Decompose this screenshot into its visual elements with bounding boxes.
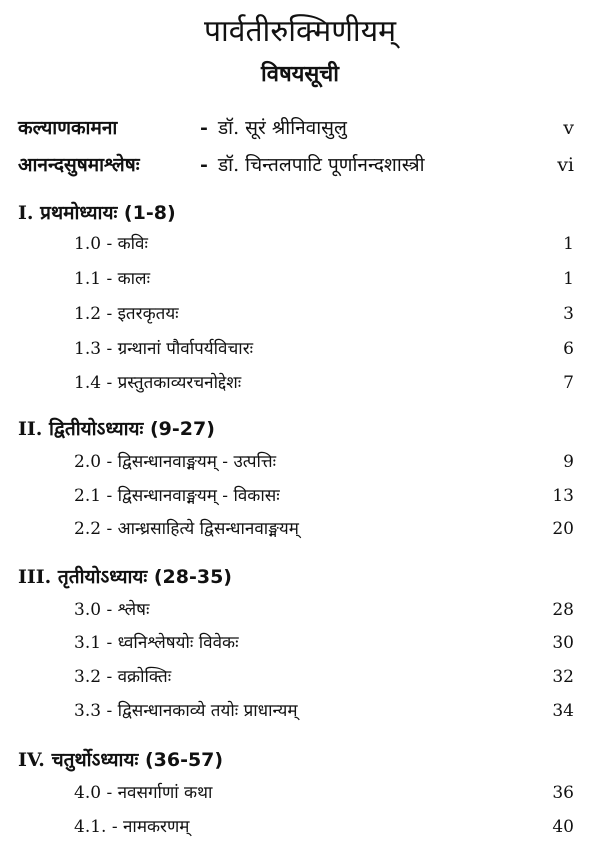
section-entry bbox=[74, 662, 574, 692]
page-number: 36 bbox=[552, 783, 574, 803]
section-entry bbox=[74, 778, 574, 808]
chapter-number: III. bbox=[18, 566, 52, 588]
chapter-title: चतुर्थोऽध्यायः (36-57) bbox=[51, 749, 224, 771]
section-label: 1.0 - कविः bbox=[74, 234, 148, 254]
section-label: 3.1 - ध्वनिश्लेषयोः विवेकः bbox=[74, 633, 239, 653]
page-number: 6 bbox=[563, 339, 574, 359]
prelim-entry bbox=[18, 150, 574, 180]
page-number: 1 bbox=[563, 269, 574, 289]
section-label: 2.1 - द्विसन्धानवाङ्मयम् - विकासः bbox=[74, 486, 280, 506]
page-number: 7 bbox=[563, 373, 574, 393]
section-label: 3.3 - द्विसन्धानकाव्ये तयोः प्राधान्यम् bbox=[74, 701, 298, 721]
page-number: 9 bbox=[563, 452, 574, 472]
section-label: 4.1. - नामकरणम् bbox=[74, 817, 190, 837]
section-entry bbox=[74, 264, 574, 294]
section-label: 1.4 - प्रस्तुतकाव्यरचनोद्देशः bbox=[74, 373, 242, 393]
section-entry bbox=[74, 595, 574, 625]
section-label: 4.0 - नवसर्गाणां कथा bbox=[74, 783, 213, 803]
page-number: 13 bbox=[552, 486, 574, 506]
page-number: 28 bbox=[552, 600, 574, 620]
section-label: 2.2 - आन्ध्रसाहित्ये द्विसन्धानवाङ्मयम् bbox=[74, 519, 299, 539]
section-entry bbox=[74, 481, 574, 511]
chapter-heading bbox=[18, 562, 232, 592]
chapter-number: I. bbox=[18, 202, 34, 224]
section-label: 3.0 - श्लेषः bbox=[74, 600, 150, 620]
chapter-heading bbox=[18, 745, 223, 775]
page-number: 40 bbox=[552, 817, 574, 837]
section-label: 1.1 - कालः bbox=[74, 269, 151, 289]
section-entry bbox=[74, 368, 574, 398]
chapter-heading bbox=[18, 198, 176, 228]
page-number: 1 bbox=[563, 234, 574, 254]
page-number: 32 bbox=[552, 667, 574, 687]
section-label: 1.3 - ग्रन्थानां पौर्वापर्यविचारः bbox=[74, 339, 254, 359]
prelim-name: कल्याणकामना bbox=[18, 117, 118, 139]
chapter-title: द्वितीयोऽध्यायः (9-27) bbox=[49, 418, 215, 440]
section-entry bbox=[74, 812, 574, 842]
chapter-number: IV. bbox=[18, 749, 45, 771]
chapter-heading bbox=[18, 414, 215, 444]
page-number: 20 bbox=[552, 519, 574, 539]
prelim-name: आनन्दसुषमाश्लेषः bbox=[18, 154, 140, 176]
prelim-dash: - bbox=[200, 117, 208, 139]
contents-heading: विषयसूची bbox=[261, 62, 339, 87]
page-number: 3 bbox=[563, 304, 574, 324]
chapter-number: II. bbox=[18, 418, 43, 440]
chapter-title: प्रथमोध्यायः (1-8) bbox=[40, 202, 176, 224]
prelim-dash: - bbox=[200, 154, 208, 176]
page-number: v bbox=[563, 117, 574, 139]
prelim-author: डॉ. सूरं श्रीनिवासुलु bbox=[218, 117, 347, 139]
section-entry bbox=[74, 447, 574, 477]
chapter-title: तृतीयोऽध्यायः (28-35) bbox=[57, 566, 232, 588]
book-title: पार्वतीरुक्मिणीयम् bbox=[203, 14, 397, 49]
section-entry bbox=[74, 514, 574, 544]
page-number: 34 bbox=[552, 701, 574, 721]
section-label: 3.2 - वक्रोक्तिः bbox=[74, 667, 172, 687]
section-entry bbox=[74, 299, 574, 329]
section-entry bbox=[74, 334, 574, 364]
page-number: 30 bbox=[552, 633, 574, 653]
section-label: 2.0 - द्विसन्धानवाङ्मयम् - उत्पत्तिः bbox=[74, 452, 277, 472]
section-label: 1.2 - इतरकृतयः bbox=[74, 304, 179, 324]
page-number: vi bbox=[557, 154, 574, 176]
section-entry bbox=[74, 229, 574, 259]
prelim-entry bbox=[18, 113, 574, 143]
section-entry bbox=[74, 628, 574, 658]
prelim-author: डॉ. चिन्तलपाटि पूर्णानन्दशास्त्री bbox=[218, 154, 425, 176]
section-entry bbox=[74, 696, 574, 726]
